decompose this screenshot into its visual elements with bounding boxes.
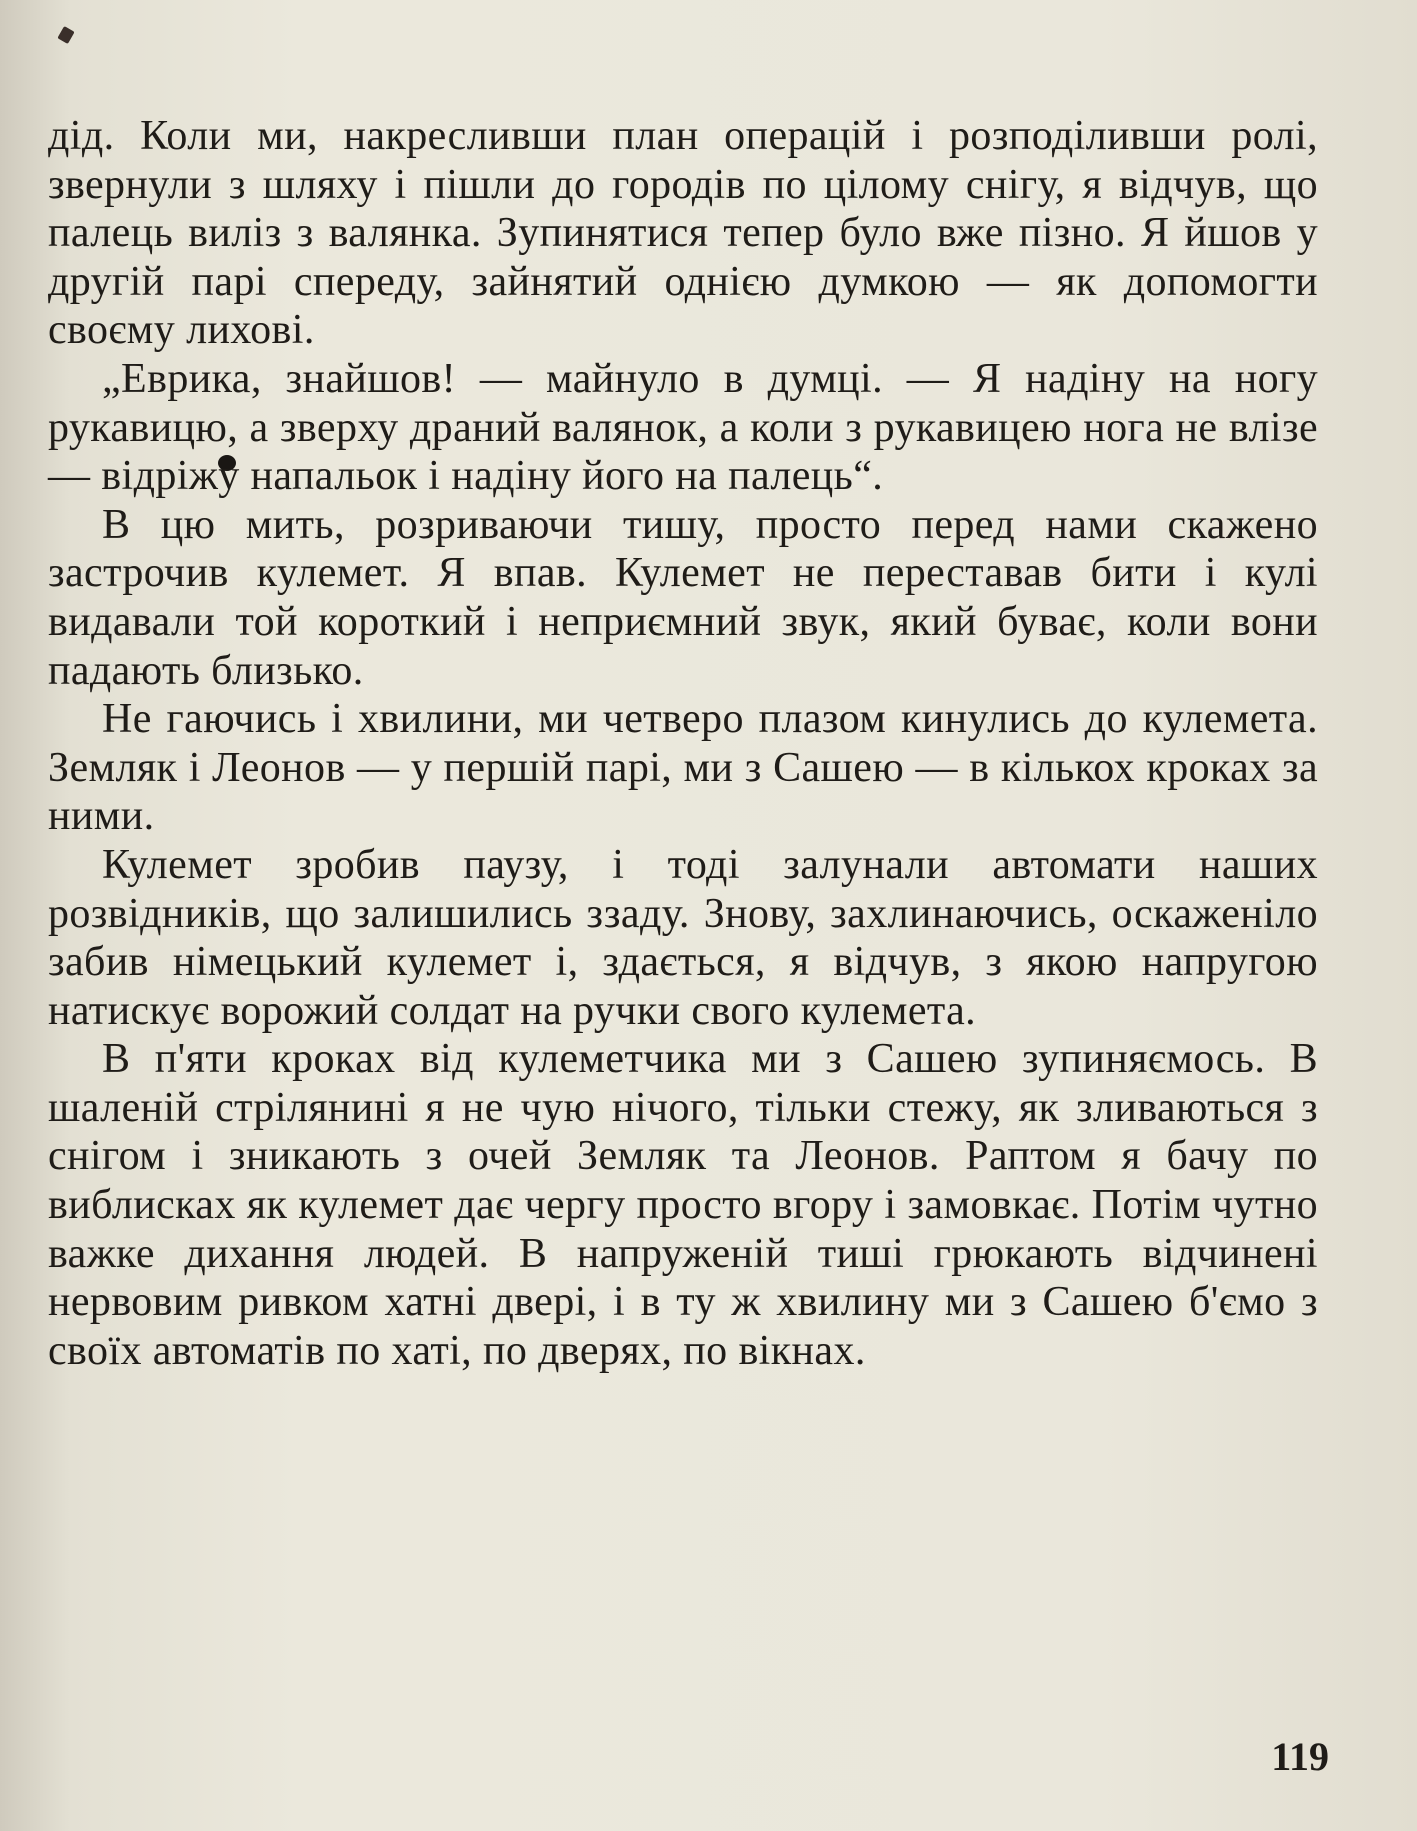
paragraph: В цю мить, розриваючи тишу, просто перед нами скажено застрочив кулемет. Я впав. Кулемет не переставав бити і кулі видавали той короткий і неприємний звук, який буває, коли вони падають близько. — [48, 501, 1318, 694]
paragraph: Не гаючись і хвилини, ми четверо плазом кинулись до кулемета. Земляк і Леонов — у першій парі, ми з Сашею — в кількох кроках за ними. — [48, 696, 1318, 840]
page-number: 119 — [1271, 1734, 1329, 1779]
paragraph: „Еврика, знайшов! — майнуло в думці. — Я надіну на ногу рукавицю, а зверху драний валянок, а коли з рукавицею нога не влізе — відріжу напальок і надіну його на палець“. — [48, 355, 1318, 500]
paragraph: В п'яти кроках від кулеметчика ми з Сашею зупиняємось. В шаленій стрілянині я не чую нічого, тільки стежу, як зливаються з снігом і зникають з очей Земляк та Леонов. Раптом я бачу по виблисках як кулемет дає чергу просто вгору і замовкає. Потім чутно важке дихання людей. В напруженій тиші грюкають відчинені нервовим ривком хатні двері, і в ту ж хвилину ми з Сашею б'ємо з своїх автоматів по хаті, по дверях, по вікнах. — [48, 1036, 1318, 1374]
paragraph: Кулемет зробив паузу, і тоді залунали автомати наших розвідників, що залишились ззаду. Знову, захлинаючись, оскаженіло забив німецький кулемет і, здається, я відчув, з якою напругою натискує ворожий солдат на ручки свого кулемета. — [48, 841, 1318, 1034]
ink-mark — [57, 26, 74, 44]
paragraph: дід. Коли ми, накресливши план операцій і розподіливши ролі, звернули з шляху і пішли до городів по цілому снігу, я відчув, що палець виліз з валянка. Зупинятися тепер було вже пізно. Я йшов у другій парі спереду, зайнятий однією думкою — як допомогти своєму лихові. — [48, 113, 1318, 354]
body-text — [48, 112, 1318, 1375]
